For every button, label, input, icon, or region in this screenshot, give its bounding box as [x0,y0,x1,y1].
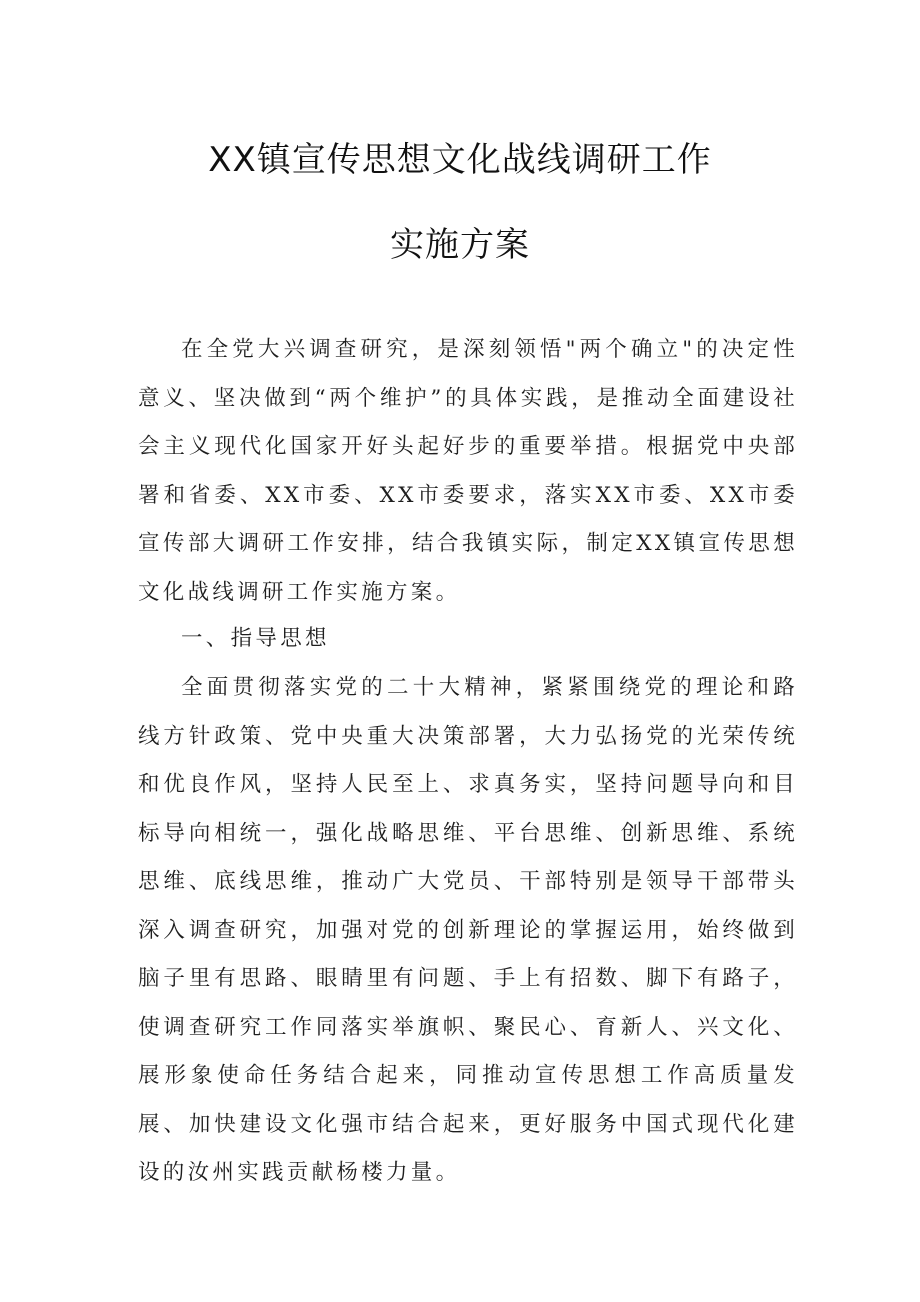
document-title-line-2: 实施方案 [390,225,530,265]
guiding-ideology-paragraph: 全面贯彻落实党的二十大精神，紧紧围绕党的理论和路线方针政策、党中央重大决策部署，大力弘扬党的光荣传统和优良作风，坚持人民至上、求真务实，坚持问题导向和目标导向相统一，强化战略思维、平台思维、创新思维、系统思维、底线思维，推动广大党员、干部特别是领导干部带头深入调查研究，加强对党的创新理论的掌握运用，始终做到脑子里有思路、眼睛里有问题、手上有招数、脚下有路子，使调查研究工作同落实举旗帜、聚民心、育新人、兴文化、展形象使命任务结合起来，同推动宣传思想工作高质量发展、加快建设文化强市结合起来，更好服务中国式现代化建设的汝州实践贡献杨楼力量。 [138,675,798,1185]
document-title-line-1: XX镇宣传思想文化战线调研工作 [208,140,712,180]
intro-paragraph: 在全党大兴调查研究，是深刻领悟"两个确立"的决定性意义、坚决做到“两个维护”的具体实践，是推动全面建设社会主义现代化国家开好头起好步的重要举措。根据党中央部署和省委、XX市委、XX市委要求，落实XX市委、XX市委宣传部大调研工作安排，结合我镇实际，制定XX镇宣传思想文化战线调研工作实施方案。 [138,337,798,605]
section-heading-guiding-ideology: 一、指导思想 [181,626,330,651]
